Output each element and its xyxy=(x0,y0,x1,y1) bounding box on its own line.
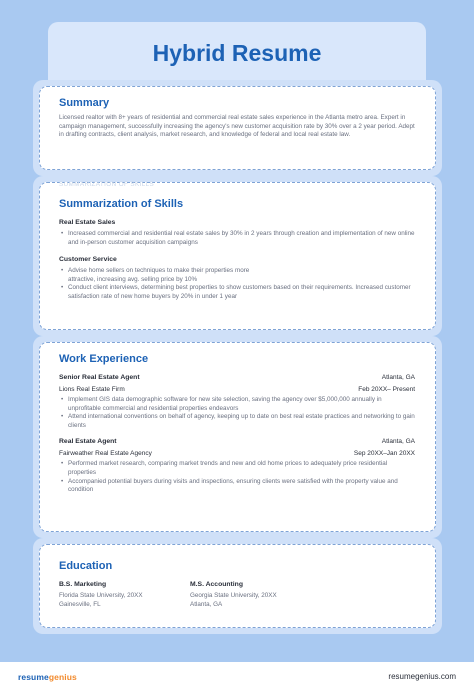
summary-text: Licensed realtor with 8+ years of residential and commercial real estate sales experience in the Atlanta metro area. Expert in campaign management, successfully increasing the agency's new customer acquisition rate by 30% over a 2 year period. Adept in drafting contracts, client analysis, market research, and knowledge of federal and local real estate law. xyxy=(59,114,415,139)
skills-section xyxy=(33,176,442,336)
summary-section xyxy=(33,80,442,176)
education-title: Education xyxy=(59,560,113,572)
page-title: Hybrid Resume xyxy=(152,40,322,66)
education-degree: M.S. Accounting xyxy=(190,581,243,588)
job-location: Atlanta, GA xyxy=(381,438,415,446)
job-bullets xyxy=(59,396,415,430)
education-entry xyxy=(59,581,190,609)
experience-section xyxy=(33,336,442,538)
job-bullet: • Accompanied potential buyers during visits and inspections, ensuring clients were satisfied with the property value and condition xyxy=(59,478,415,495)
footer xyxy=(0,662,474,691)
education-city: Gainesville, FL xyxy=(59,600,101,608)
logo-resume-text: resume xyxy=(18,671,49,682)
job-company: Fairweather Real Estate Agency xyxy=(59,450,152,458)
job-header xyxy=(59,438,415,445)
job-dates: Sep 20XX–Jan 20XX xyxy=(353,450,415,458)
skill-group-name: Customer Service xyxy=(59,256,117,264)
site-link[interactable]: resumegenius.com xyxy=(388,672,456,681)
job-header xyxy=(59,374,415,381)
job-subheader xyxy=(59,450,415,457)
logo-genius-text: genius xyxy=(48,671,77,682)
skill-group-list xyxy=(59,230,415,247)
job-title: Real Estate Agent xyxy=(59,438,117,446)
education-grid xyxy=(59,581,415,609)
skill-group-list xyxy=(59,267,415,301)
job-company: Lions Real Estate Firm xyxy=(59,386,125,393)
job-title: Senior Real Estate Agent xyxy=(59,374,140,381)
skill-bullet: • Advise home sellers on techniques to make their properties more attractive, increasing avg. selling price by 10% xyxy=(59,267,415,284)
skills-title: Summarization of Skills xyxy=(59,198,184,210)
experience-box xyxy=(39,342,436,532)
job-bullet: • Implement GIS data demographic software for new site selection, saving the agency over $5,000,000 annually in unprofitable commercial and residential properties endeavors xyxy=(59,396,415,413)
job-bullet: • Performed market research, comparing market trends and new and old home prices to adequately price residential properties xyxy=(59,460,415,477)
summary-title: Summary xyxy=(59,97,110,109)
experience-title: Work Experience xyxy=(59,353,149,365)
job-subheader xyxy=(59,386,415,393)
skill-bullet: • Conduct client interviews, determining best properties to show customers based on their requirements. Increased customer satisfaction rate of new home buyers by 20% in under 1 year xyxy=(59,284,415,301)
skill-bullet: • Increased commercial and residential real estate sales by 30% in 2 years through creation and implementation of new online and in-person customer acquisition campaigns xyxy=(59,230,415,247)
job-dates: Feb 20XX– Present xyxy=(358,386,415,393)
education-section xyxy=(33,538,442,634)
skill-group-name: Real Estate Sales xyxy=(59,219,116,226)
skills-ghost-text: SUMMARIZATION OF SKILLS xyxy=(59,181,155,188)
resumegenius-logo[interactable] xyxy=(18,672,77,682)
education-degree: B.S. Marketing xyxy=(59,581,107,588)
job-bullets xyxy=(59,460,415,494)
education-school: Florida State University, 20XX xyxy=(59,592,143,599)
job-bullet: • Attend international conventions on behalf of agency, keeping up to date on best real estate practices and networking to gain clients xyxy=(59,413,415,430)
education-entry xyxy=(190,581,321,609)
education-city: Atlanta, GA xyxy=(190,600,223,608)
skills-box xyxy=(39,182,436,330)
education-box xyxy=(39,544,436,628)
job-location: Atlanta, GA xyxy=(381,374,415,381)
education-school: Georgia State University, 20XX xyxy=(190,592,277,599)
summary-box xyxy=(39,86,436,170)
